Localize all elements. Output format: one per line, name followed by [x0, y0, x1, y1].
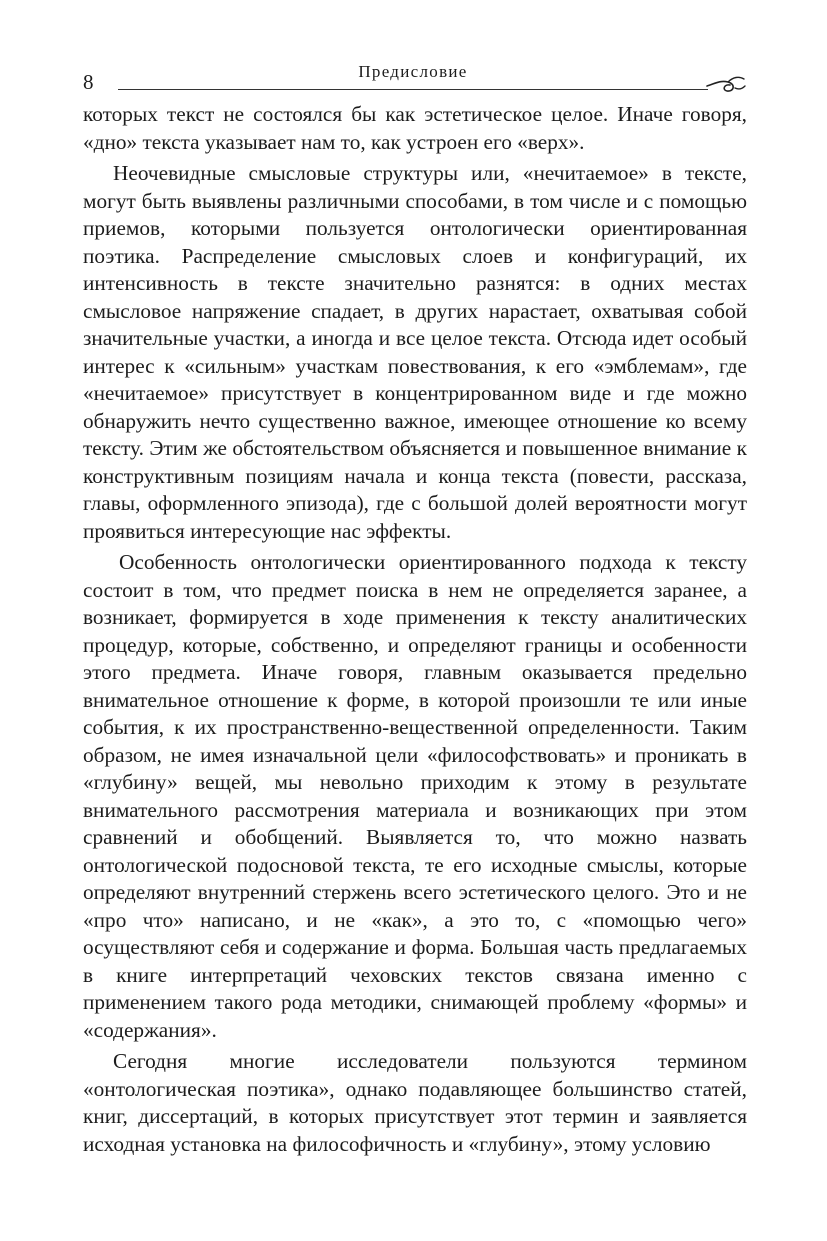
fleuron-icon [706, 74, 746, 96]
body-text [83, 101, 747, 1162]
header-rule [118, 89, 708, 90]
paragraph: Сегодня многие исследователи пользуются термином «онтологическая поэтика», однако подавляющее большинство статей, книг, диссертаций, в которых присутствует этот термин и заявляется исходная установка на философичность и «глубину», этому условию [83, 1049, 747, 1156]
paragraph-continuation: которых текст не состоялся бы как эстетическое целое. Иначе говоря, «дно» текста указывает нам то, как устроен его «верх». [83, 102, 747, 154]
paragraph: Особенность онтологически ориентированного подхода к тексту состоит в том, что предмет поиска в нем не определяется заранее, а возникает, формируется в ходе применения к тексту аналитических процедур, которые, собственно, и определяют границы и особенности этого предмета. Иначе говоря, главным оказывается предельно внимательное отношение к форме, в которой произошли те или иные события, к их пространственно-вещественной определенности. Таким образом, не имея изначальной цели «философствовать» и проникать в «глубину» вещей, мы невольно приходим к этому в результате внимательного рассмотрения материала и возникающих при этом сравнений и обобщений. Выявляется то, что можно назвать онтологической подосновой текста, те его исходные смыслы, которые определяют внутренний стержень всего эстетического целого. Это и не «про что» написано, и не «как», а это то, с «помощью чего» осуществляют себя и содержание и форма. Большая часть предлагаемых в книге интерпретаций чеховских текстов связана именно с применением такого рода методики, снимающей проблему «формы» и «содержания». [83, 550, 747, 1042]
paragraph: Неочевидные смысловые структуры или, «нечитаемое» в тексте, могут быть выявлены различными способами, в том числе и с помощью приемов, которыми пользуется онтологически ориентированная поэтика. Распределение смысловых слоев и конфигураций, их интенсивность в тексте значительно разнятся: в одних местах смысловое напряжение спадает, в других нарастает, охватывая собой значительные участки, а иногда и все целое текста. Отсюда идет особый интерес к «сильным» участкам повествования, к его «эмблемам», где «нечитаемое» присутствует в концентрированном виде и где можно обнаружить нечто существенно важное, имеющее отношение ко всему тексту. Этим же обстоятельством объясняется и повышенное внимание к конструктивным позициям начала и конца текста (повести, рассказа, главы, оформленного эпизода), где с большой долей вероятности могут проявиться интересующие нас эффекты. [83, 161, 747, 543]
page-number: 8 [83, 70, 94, 94]
running-title: Предисловие [358, 62, 468, 81]
